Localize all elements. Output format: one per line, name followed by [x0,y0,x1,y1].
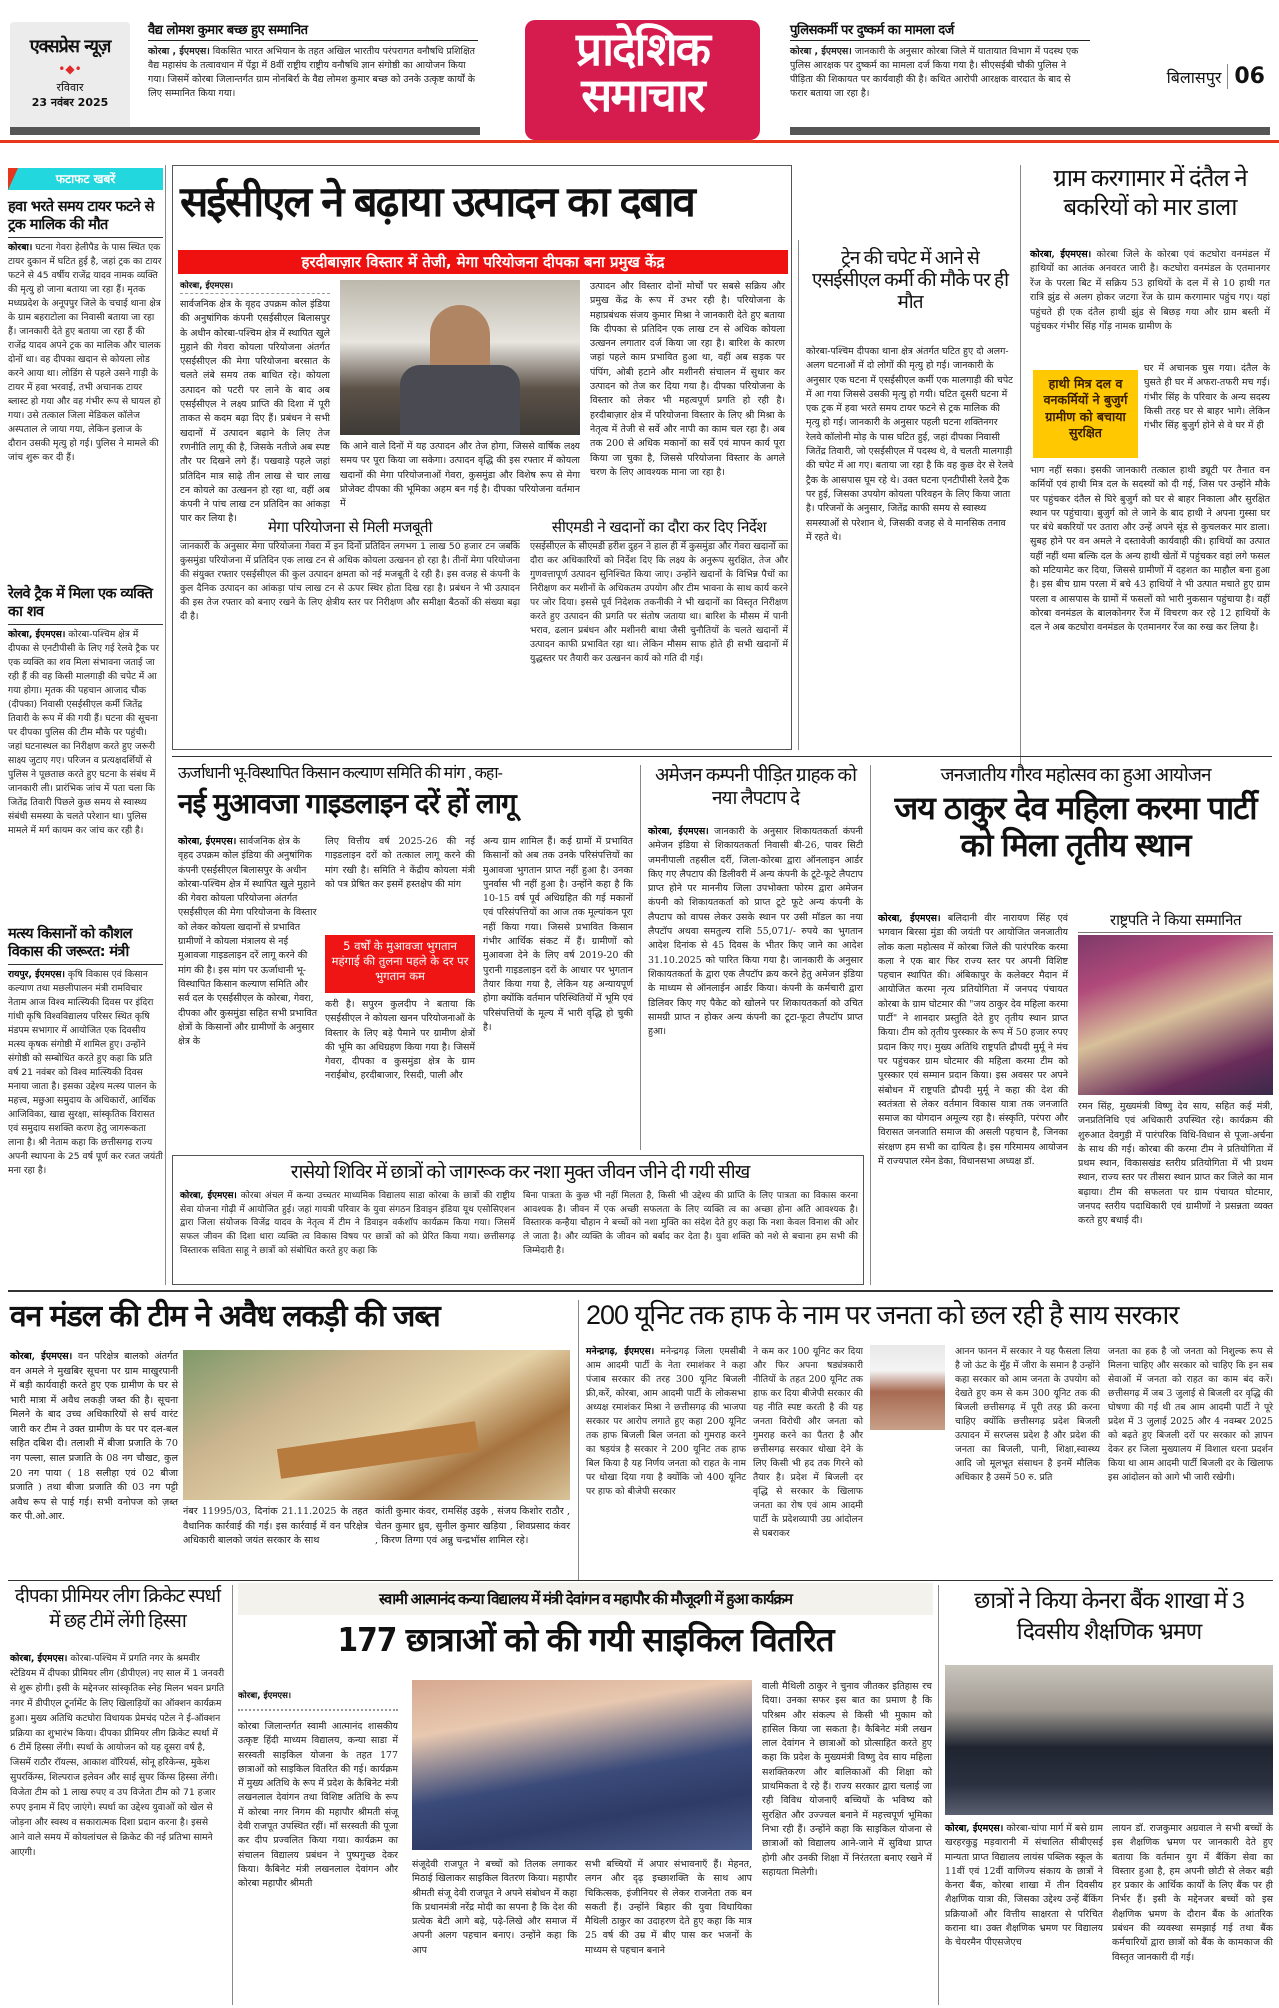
bank-photo [945,1665,1273,1815]
cycle-col4: वाली मैथिली ठाकुर ने चुनाव जीतकर इतिहास रच दिया। उनका सफर इस बात का प्रमाण है कि परिश्रम और संकल्प से किसी भी मुकाम को हासिल किया जा सकता है। कैबिनेट मंत्री लखन लाल देवांगन ने छात्राओं को प्रोत्साहित करते हुए कहा कि प्रदेश के मुख्यमंत्री विष्णु देव साय महिला सशक्तिकरण और बालिकाओं की शिक्षा को प्राथमिकता दे रहे हैं। राज्य सरकार द्वारा चलाई जा रही विविध योजनाएँ बच्चियों के भविष्य को सुरक्षित और उज्ज्वल बनाने में महत्त्वपूर्ण भूमिका निभा रही हैं। उन्होंने कहा कि साइकिल योजना से छात्राओं को विद्यालय आने-जाने में सुविधा प्राप्त होगी और उनकी शिक्षा में निरंतरता बनाए रखने में सहायता मिलेगी। [762,1681,932,1878]
compensation-dateline: कोरबा, ईएमएस। [178,836,237,847]
sidebar-story-1-dateline: कोरबा। [8,242,33,254]
header-bar-right [790,127,1270,135]
compensation-callout: 5 वर्षों के मुआवजा भुगतान महंगाई की तुलना पहले के दर पर भुगतान कम [325,935,475,993]
section-title-line1: प्रादेशिक [575,22,710,76]
compensation-kicker: ऊर्जाधानी भू-विस्थापित किसान कल्याण समिति की मांग , कहा- [178,765,502,782]
bank-divider-left [938,1585,939,2005]
row2-divider [172,756,1272,757]
lead-photo [340,280,580,435]
wood-col2: नंबर 11995/03, दिनांक 21.11.2025 के तहत वैधानिक कार्रवाई की गई। इस कार्रवाई में वन परिक्षेत्र अधिकारी बालको जयंत सरकार के साथ [183,1506,368,1547]
section-title-line2: समाचार [581,68,704,122]
compensation-col2b: करी है। सपुरन कुलदीप ने बताया कि एसईसीएल ने कोयला खनन परियोजनाओं के विस्तार के लिए बड़े पैमाने पर ग्रामीण क्षेत्रों की भूमि का अधिग्रहण किया गया है। जिसमें गेवरा, दीपका व कुसमुंडा क्षेत्र के ग्राम नराईबोध, हरदीबाजार, रिसदी, पाली और [325,999,475,1082]
wood-headline: वन मंडल की टीम ने अवैध लकड़ी की जब्त [10,1299,440,1334]
lead-sub2-title: सीएमडी ने खदानों का दौरा कर दिए निर्देश [530,517,788,541]
issue-date: 23 नवंबर 2025 [31,96,109,109]
page-number: 06 [1227,64,1265,89]
issue-day: रविवार [56,81,84,94]
lead-sub1-title: मेगा परियोजना से मिली मजबूती [180,517,520,541]
brief-right-title: पुलिसकर्मी पर दुष्कर्म का मामला दर्ज [790,20,1090,41]
electricity-col2: ने कम कर 100 यूनिट कर दिया और फिर अपना षड्यंत्रकारी नीतियों के तहत 200 यूनिट तक हाफ कर दिया बीजेपी सरकार की यह नीति स्पष्ट करती है की यह जनता विरोधी और जनता को गुमराह करने का पैतरा है और छत्तीसगढ़ सरकार धोखा देने के लिए किसी भी हद तक गिरने को तैयार है। प्रदेश में बिजली दर वृद्धि से सरकार के खिलाफ जनता का रोष एवं आम आदमी पार्टी के प्रदेशव्यापी उग्र आंदोलन से घबराकर [753,1346,863,1539]
lead-col1: सार्वजनिक क्षेत्र के वृहद उपक्रम कोल इंडिया की अनुषांगिक कंपनी एसईसीएल बिलासपुर के अधीन कोरबा-पश्चिम क्षेत्र में स्थापित खुले मुहाने की गेवरा कोयला परियोजना अंतर्गत एसईसीएल की मेगा परियोजना बरसात के चलते लंबे समय तक बाधित रहे। कोयला उत्पादन को पटरी पर लाने के बाद अब एसईसीएल ने लक्ष्य प्राप्ति की दिशा में पूरी ताकत से कदम बढ़ा दिए हैं। प्रबंधन ने सभी खदानों में उत्पादन बढ़ाने के लिए तेज रणनीति लागू की है, जिसके नतीजे अब स्पष्ट तौर पर दिखने लगे हैं। पखवाड़े पहले जहां प्रतिदिन मात्र साढ़े तीन लाख से चार लाख टन कोयले का उत्खनन हो रहा था, वहीं अब कंपनी ने पांच लाख टन प्रतिदिन का आंकड़ा पार कर लिया है। [180,299,330,525]
wood-col3: कांती कुमार कंवर, रामसिंह उइके , संजय किशोर राठौर , चेतन कुमार ध्रुव, सुनील कुमार खड़िया , शिवप्रसाद कंवर , किरण तिग्गा एवं अन्नु चन्द्रभॉस शामिल रहे। [375,1506,570,1547]
newspaper-brand: एक्सप्रेस न्यूज़ [29,36,111,57]
karma-photo-caption: राष्ट्रपति ने किया सम्मानित [1078,910,1273,933]
karma-col2: रमन सिंह, मुख्यमंत्री विष्णु देव साय, सहित कई मंत्री, जनप्रतिनिधि एवं अधिकारी उपस्थित रहे। कार्यक्रम की शुरुआत देवगुड़ी में पारंपरिक विधि-विधान से पूजा-अर्चना के साथ की गई। कोरबा की करमा टीम ने प्रतियोगिता में प्रथम स्थान, विकासखंड स्तरीय प्रतियोगिता में भी प्रथम स्थान, राज्य स्तर पर तीसरा स्थान प्राप्त कर जिले का मान बढ़ाया। टीम की सफलता पर ग्राम पंचायत घोटमार, जनपद स्तरीय पदाधिकारी एवं ग्रामीणों ने प्रसन्नता व्यक्त करते हुए बधाई दी। [1078,1101,1273,1227]
cricket-dateline: कोरबा, ईएमएस। [10,1653,68,1664]
karma-headline: जय ठाकुर देव महिला करमा पार्टी को मिला तृतीय स्थान [894,789,1257,864]
brief-left-title: वैद्य लोमश कुमार बच्छ हुए सम्मानित [148,20,478,41]
electricity-col4: जनता का हक है जो जनता को निशुल्क रूप से मिलना चाहिए और सरकार को चाहिए कि इन सब सेवाओं में जनता को राहत का काम बंद करें। छत्तीसगढ़ में जब 3 जुलाई से बिजली दर वृद्धि की घोषणा की गई थी तब आम आदमी पार्टी ने पूरे प्रदेश में 3 जुलाई 2025 और 4 नवम्बर 2025 को बढ़ते हुए बिजली दरों पर सरकार को ज्ञापन देकर हर जिला मुख्यालय में विशाल धरना प्रदर्शन किया था आम आदमी पार्टी बिजली दर के खिलाफ इस आंदोलन को आगे भी जारी रखेगी। [1108,1346,1273,1483]
compensation-col2: लिए वित्तीय वर्ष 2025-26 की नई गाइडलाइन दरों को तत्काल लागू करने की मांग रखी है। समिति ने केंद्रीय कोयला मंत्री को पत्र प्रेषित कर इसमें हस्तक्षेप की मांग [325,836,475,890]
edition-name: बिलासपुर [1166,68,1222,87]
amazon-text: जानकारी के अनुसार शिकायतकर्ता कंपनी अमेजन इंडिया से शिकायतकर्ता निवासी बी-26, पावर सिटी जमनीपाली तहसील दर्री, जिला-कोरबा द्वारा ऑनलाइन आर्डर किए गए लैपटाप की डिलीवरी में अन्य कंपनी के टूटे-फूटे लैपटाप प्राप्त होने पर माननीय जिला उपभोक्ता फोरम द्वारा अमेजन कंपनी को शिकायतकर्ता को प्राप्त टूटे फूटे अन्य कंपनी के लैपटाप को वापस लेकर उसके स्थान पर उसी मॉडल का नया लैपटॉप अथवा समतुल्य राशि 55,071/- रुपये का भुगतान आदेश दिनांक से 45 दिवस के भीतर किए जाने का आदेश 31.10.2025 को पारित किया गया है। जानकारी के अनुसार शिकायतकर्ता के द्वारा एक लैपटॉप क्रय करने हेतु अमेजन इंडिया के माध्यम से ऑनलाईन आर्डर किया। कंपनी के कर्मचारी द्वारा डिलिवर किए गए पैकेट को खोलने पर शिकायतकर्ता को उचित सामग्री प्राप्त न होकर अन्य कंपनी का टूटा-फूटा लैपटॉप प्राप्त हुआ। [648,826,863,1038]
wood-dateline: कोरबा, ईएमएस। [10,1351,73,1362]
elephant-text-side: घर में अचानक घुस गया। दंतैल के घुसते ही घर में अफरा-तफरी मच गई। गंभीर सिंह के परिवार के अन्य सदस्य किसी तरह घर से बाहर भागे। लेकिन गंभीर सिंह बुजुर्ग होने से वे घर में ही [1144,363,1270,432]
karma-dateline: कोरबा, ईएमएस। [878,913,941,924]
sidebar-story-3-title: मत्स्य किसानों को कौशल विकास की जरूरत: मंत्री [8,925,163,965]
electricity-col1: मनेन्द्रगढ़ जिला एमसीबी आम आदमी पार्टी के नेता रमाशंकर ने कहा पंजाब सरकार की तरह 300 यूनिट बिजली फ्री,करें, कोरबा, आम आदमी पार्टी के लोकसभा अध्यक्ष रमाशंकर मिश्रा ने छत्तीसगढ़ की भाजपा सरकार पर आरोप लगाते हुए कहा 200 यूनिट तक हाफ बिजली बिल जनता को गुमराह करने का षड़यंत्र है सरकार ने 200 यूनिट तक हाफ बिल किया है यह निर्णय जनता को राहत के नाम पर धोखा दिया गया है क्योंकि जो 400 यूनिट पर हाफ को बीजेपी सरकार [586,1346,746,1497]
electricity-headline: 200 यूनिट तक हाफ के नाम पर जनता को छल रही है साय सरकार [586,1300,1179,1330]
sidebar-story-3-dateline: रायपुर, ईएमएस। [8,969,65,981]
lead-col3: उत्पादन और विस्तार दोनों मोर्चों पर सबसे सक्रिय और प्रमुख केंद्र के रूप में उभर रही है। परियोजना के महाप्रबंधक संजय कुमार मिश्रा ने जानकारी देते हुए बताया कि दीपका से प्रतिदिन एक लाख टन से अधिक कोयला उत्खनन लगातार दर्ज किया जा रहा है। बारिश के कारण जहां पहले काम प्रभावित हुआ था, वहीं अब सड़क पर पंपिंग, ओबी हटाने और मशीनरी संचालन में सुधार कर उत्पादन को तेज कर दिया गया है। दीपका परियोजना के विस्तार को लेकर भी महत्वपूर्ण प्रगति हो रही है। हरदीबाज़ार क्षेत्र में परियोजना विस्तार के लिए श्री मिश्रा के नेतृत्व में तेजी से सर्वे और नापी का काम चल रहा है। अब तक 200 से अधिक मकानों का सर्वे एवं मापन कार्य पूरा किया जा चुका है, जिससे परियोजना विस्तार के अगले चरण के लिए आवश्यक माना जा रहा है। [590,281,785,478]
lead-col2: कि आने वाले दिनों में यह उत्पादन और तेज होगा, जिससे वार्षिक लक्ष्य समय पर पूरा किया जा सकेगा। उत्पादन वृद्धि की इस रफ्तार में कोयला खदानों की मेगा परियोजनाओं गेवरा, कुसमुंडा और विशेष रूप से मेगा प्रोजेक्ट दीपका की भूमिका अहम बन गई है। दीपका परियोजना वर्तमान में [340,441,580,510]
wood-photo [183,1350,570,1500]
sidebar-divider [165,165,166,1285]
nss-col2: बिना पात्रता के कुछ भी नहीं मिलता है, किसी भी उद्देश्य की प्राप्ति के लिए पात्रता का विकास करना आवश्यक है। जीवन में एक अच्छी सफलता के लिए व्यक्ति त्व का अच्छा होना अति आवश्यक है। विस्तारक कन्हैया चौहान ने बच्चों को नशा मुक्ति का संदेश देते हुए कहा कि नशा केवल विनाश की ओर ले जाता है। और व्यक्ति के जीवन को बर्बाद कर देता है। युवा शक्ति को नशे से बचाना हम सभी की जिम्मेदारी है। [523,1191,858,1256]
cricket-headline: दीपका प्रीमियर लीग क्रिकेट स्पर्धा में छह टीमें लेंगी हिस्सा [14,1586,221,1632]
sidebar-story-3 [8,925,163,1178]
electricity-divider [578,1300,579,1580]
brief-left-text: विकसित भारत अभियान के तहत अखिल भारतीय परंपरागत वनौषधि प्रशिक्षित वैद्य महासंघ के तत्वावधान में पेंड्रा में 8वीं राष्ट्रीय राष्ट्रीय वनौषधि ज्ञान संगोष्ठी का आयोजन किया गया। जिसमें कोरबा जिलान्तर्गत ग्राम नोनबिर्रा के वैद्य लोमश कुमार बच्छ को उनके उत्कृष्ट कार्यों के लिए सम्मानित किया गया। [148,46,476,100]
amazon-divider-left [640,765,641,1150]
nss-col1: कोरबा अंचल में कन्या उच्चतर माध्यमिक विद्यालय साडा कोरबा के छात्रों की राष्ट्रीय सेवा योजना गोढ़ी में आयोजित हुई। जहां गायत्री परिवार के युवा संगठन डिवाइन इंडिया यूथ एसोसिएशन द्वारा जिला संयोजक विजेंद्र यादव के नेतृत्व में टीम ने डिवाइन वर्कशॉप कार्यक्रम किया गया। जिसमें सफल जीवन की दिशा धारा व्यक्ति त्व विकास विषय पर छात्रों को को प्रेरित किया गया। छत्तीसगढ़ विस्तारक सविता साहू ने छात्रों को संबोधित करते हुए कहा कि [180,1191,515,1256]
elephant-divider [1020,165,1021,765]
cycle-divider-left [232,1585,233,2005]
sidebar-story-1-text: घटना गेवरा हेलीपैड के पास स्थित एक टायर दुकान में घटित हुई है, जहां ट्रक का टायर फटने से 45 वर्षीय राजेंद्र यादव नामक व्यक्ति की मृत्यु हो जाना बताया जा रहा हैं। मृतक मध्यप्रदेश के अनूपपुर जिले के चचाई थाना क्षेत्र के ग्राम बहराटोला का निवासी बताया जा रहा हैं। जानकारी देते हुए बताया जा रहा हैं की राजेंद्र यादव अपने ट्रक का मालिक और चालक दोनों था। वह दीपका खदान से कोयला लोड करने आया था। लोडिंग से पहले उसने गाड़ी के टायर में हवा भरवाई, तभी अचानक टायर ब्लास्ट हो गया और वह गंभीर रूप से घायल हो गया। उसे तत्काल जिला मेडिकल कॉलेज अस्पताल ले जाया गया, लेकिन इलाज के दौरान उसकी मृत्यु हो गई। पुलिस ने मामले की जांच शुरू कर दी हैं। [8,242,162,464]
karma-divider-left [870,765,871,1285]
lead-sub1-text: जानकारी के अनुसार मेगा परियोजना गेवरा में इन दिनों प्रतिदिन लगभग 1 लाख 50 हजार टन जबकि कुसमुंडा परियोजना में प्रतिदिन एक लाख टन से अधिक कोयला उत्खनन हो रहा है। तीनों मेगा परियोजना की संयुक्त रफ्तार एसईसीएल की कुल उत्पादन क्षमता को नई मजबूती दे रही है। इस वजह से कंपनी के कुल दैनिक उत्पादन का आंकड़ा पांच लाख टन से ऊपर स्थिर होता दिख रहा है। प्रबंधन ने भी उत्पादन की इस तेज रफ्तार को बनाए रखने के लिए क्षेत्रीय स्तर पर निरीक्षण और समीक्षा बैठकों की संख्या बढ़ा दी है। [180,541,520,622]
elephant-text-bottom: भाग नहीं सका। इसकी जानकारी तत्काल हाथी ड्यूटी पर तैनात वन कर्मियों एवं हाथी मित्र दल के सदस्यों को दी गई, जिस पर उन्होंने मौके पर पहुंचकर दंतैल से घिरे बुजुर्ग को घर से बाहर निकाला और सुरक्षित स्थान पर पहुंचाया। बुजुर्ग को ले जाने के बाद हाथी ने अपना गुस्सा घर पर बंधे बकरियों पर उतारा और उन्हें अपने सूंड से कुचलकर मार डाला। सुबह होने पर वन अमले ने दस्तावेजी कार्यवाही की। हाथियों का उत्पात यहीं नहीं थमा बल्कि दल के अन्य हाथी खेतों में पहुंचकर वहां लगे फसल को मटियामेट कर दिया, जिससे ग्रामीणों में दहशत का माहौल बना हुआ है। इस बीच ग्राम परला में बचे 43 हाथियों ने भी उत्पात मचाते हुए ग्राम परला व आसपास के ग्रामों में फसलों को भारी नुकसान पहुंचाया है। वहीं कोरबा वनमंडल के बालकोनगर रेंज में विचरण कर रहे 12 हाथियों के दल ने अब कटघोरा वनमंडल के एतमानगर रेंज का रुख कर लिया है। [1030,465,1270,634]
diamond-ornament-icon: •◆• [58,62,82,76]
cycle-kicker: स्वामी आत्मानंद कन्या विद्यालय में मंत्री देवांगन व महापौर की मौजूदगी में हुआ कार्यक्रम [238,1583,933,1615]
lead-headline: सईसीएल ने बढ़ाया उत्पादन का दबाव [180,177,694,226]
cycle-photo [412,1680,752,1850]
brief-left [148,20,478,101]
compensation-col1: सार्वजनिक क्षेत्र के वृहद उपक्रम कोल इंडिया की अनुषांगिक कंपनी एसईसीएल बिलासपुर के अधीन कोरबा-पश्चिम क्षेत्र में स्थापित खुले मुहाने की गेवरा कोयला परियोजना अंतर्गत एसईसीएल की मेगा परियोजना के विस्तार को लेकर कोयला खदानों से प्रभावित ग्रामीणों ने कोयला मंत्रालय से नई मुआवजा गाइडलाइन दरें लागू करने की मांग की है। इस मांग पर ऊर्जाधानी भू-विस्थापित किसान कल्याण समिति और सर्व दल के एसईसीएल के कोरबा, गेवरा, दीपका और कुसमुंडा सहित सभी प्रभावित क्षेत्रों के किसानों और ग्रामीणों के अनुसार क्षेत्र के [178,836,318,1048]
cycle-col3: सभी बच्चियों में अपार संभावनाएँ हैं। मेहनत, लगन और दृढ़ इच्छाशक्ति के साथ आप चिकित्सक, इंजीनियर से लेकर राजनेता तक बन सकती हैं। उन्होंने बिहार की युवा विधायिका मैथिली ठाकुर का उदाहरण देते हुए कहा कि मात्र 25 वर्ष की उम्र में बीए पास कर भजनों के माध्यम से पहचान बनाने [585,1859,752,1956]
cycle-headline: 177 छात्राओं को की गयी साइकिल वितरित [337,1620,834,1659]
fatafat-label: फटाफट खबरें [8,168,163,190]
amazon-headline: अमेजन कम्पनी पीड़ित ग्राहक को नया लैपटाप दे [654,765,856,809]
compensation-headline: नई मुआवजा गाइडलाइन दरें हों लागू [178,787,516,820]
train-text: कोरबा-पश्चिम दीपका थाना क्षेत्र अंतर्गत घटित हुए दो अलग-अलग घटनाओं में दो लोगों की मृत्यु हो गई। जानकारी के अनुसार एक घटना में एसईसीएल कर्मी एक मालगाड़ी की चपेट में आ गया जिससे उसकी मृत्यु हो गयी। घटित दूसरी घटना में एक ट्रक में हवा भरते समय टायर फटने से ट्रक मालिक की मृत्यु हो गई। जानकारी के अनुसार पहली घटना शक्तिनगर रेलवे कॉलोनी मोड़ के पास घटित हुई, जहां दीपका निवासी जितेंद्र तिवारी, जो एसईसीएल में पदस्थ थे, वे चलती मालगाड़ी की चपेट में आ गए। बताया जा रहा है कि वह कुछ देर से रेलवे ट्रैक के आसपास घूम रहे थे। उक्त घटना एनटीपीसी रेलवे ट्रैक पर हुई, जिसका उपयोग कोयला परिवहन के लिए किया जाता है। परिजनों के अनुसार, जितेंद्र काफी समय से स्वास्थ्य समस्याओं से परेशान थे, जिसकी वजह से वे मानसिक तनाव में रहते थे। [806,346,1014,543]
electricity-dateline: मनेन्द्रगढ़, ईएमएस। [586,1346,655,1357]
bank-col1: कोरबा-चांपा मार्ग में बसे ग्राम खरहरकुडु मड़वारानी में संचालित सीबीएसई मान्यता प्राप्त विद्यालय लायंस पब्लिक स्कूल के 11वीं एवं 12वीं वाणिज्य संकाय के छात्रों ने केनरा बैंक, कोरबा शाखा में तीन दिवसीय शैक्षणिक यात्रा की, जिसका उद्देश्य उन्हें बैंकिंग प्रक्रियाओं और वित्तीय साक्षरता से परिचित कराना था। उक्त शैक्षणिक भ्रमण पर विद्यालय के चेयरमैन पीएसजेएच [945,1823,1103,1949]
masthead [10,22,130,132]
brief-left-dateline: कोरबा , ईएमएस। [148,46,210,57]
cricket-text: कोरबा-पश्चिम में प्रगति नगर के श्रमवीर स्टेडियम में दीपका प्रीमियर लीग (डीपीएल) नए साल में 1 जनवरी से शुरू होगी। इसी के मद्देनजर सांस्कृतिक स्नेह मिलन भवन प्रगति नगर में डीपीएल टूर्नामेंट के लिए खिलाड़ियों का ऑक्शन कार्यक्रम हुआ। मुख्य अतिथि कटघोरा विधायक प्रेमचंद पटेल ने ई-ऑक्शन प्रक्रिया का शुभारंभ किया। दीपका प्रीमियर लीग क्रिकेट स्पर्धा में 6 टीमें हिस्सा लेंगी। स्पर्धा के आयोजन को यह दूसरा वर्ष है, जिसमें राठौर रॉयल्स, आकाश वॉरियर्स, सोनू हरिकेन्स, मुकेश सुपरकिंग्स, शिल्पराज इलेवन और साई सुपर किंग्स हिस्सा लेंगी। विजेता टीम को 1 लाख रुपए व उप विजेता टीम को 71 हजार रुपए इनाम में दिए जाएंगे। स्पर्धा का उद्देश्य युवाओं को खेल से जोड़ना और स्वस्थ व सकारात्मक दिशा प्रदान करना है। इससे आने वाले समय में कोयलांचल से क्रिकेट की नई प्रतिभा सामने आएगी। [10,1653,225,1858]
elephant-dateline: कोरबा, ईएमएस। [1030,249,1092,260]
lead-strap: हरदीबाज़ार विस्तार में तेजी, मेगा परियोजना दीपका बना प्रमुख केंद्र [178,250,788,274]
cycle-col2: संजूदेवी राजपूत ने बच्चों को तिलक लगाकर मिठाई खिलाकर साइकिल वितरण किया। महापौर श्रीमती संजू देवी राजपूत ने अपने संबोधन में कहा कि प्रधानमंत्री नरेंद्र मोदी का सपना है कि देश की प्रत्येक बेटी आगे बढ़े, पढ़े-लिखे और समाज में अपनी अलग पहचान बनाए। उन्होंने कहा कि आप [412,1859,577,1956]
nss-dateline: कोरबा, ईएमएस। [180,1191,237,1201]
lead-sub2-text: एसईसीएल के सीएमडी हरीश दुहन ने हाल ही में कुसमुंडा और गेवरा खदानों का दौरा कर अधिकारियों को निर्देश दिए कि लक्ष्य के अनुरूप सुरक्षित, तेज और गुणवत्तापूर्ण उत्पादन सुनिश्चित किया जाए। उन्होंने खदानों के विभिन्न पैचों का निरीक्षण कर मशीनों के अधिकतम उपयोग और टीम भावना के साथ कार्य करने पर जोर दिया। इससे पूर्व निदेशक तकनीकी ने भी खदानों का विस्तृत निरीक्षण करते हुए उत्पादन की प्रगति पर संतोष जताया था। बारिश के मौसम में पानी भराव, ढलान प्रबंधन और मशीनरी बाधा जैसी चुनौतियों के चलते खदानों में उत्पादन काफी प्रभावित रहा था। लेकिन मौसम साफ होते ही सभी खदानों में युद्धस्तर पर तैयारी कर उत्खनन कार्य को गति दी गई। [530,541,788,664]
karma-photo [1078,935,1273,1095]
bank-dateline: कोरबा, ईएमएस। [945,1823,1004,1834]
sidebar-story-1 [8,198,163,465]
brief-right [790,20,1090,101]
header-divider [0,140,1279,143]
row3-divider [8,1290,1273,1292]
karma-col1: बलिदानी वीर नारायण सिंह एवं भगवान बिरसा मुंडा की जयंती पर आयोजित जनजातीय लोक कला महोत्सव में कोरबा जिले की पारंपरिक करमा कला ने एक बार फिर राज्य स्तर पर अपनी विशिष्ट पहचान स्थापित की। अंबिकापुर के कलेक्टर मैदान में आयोजित करमा नृत्य प्रतियोगिता में जनपद पंचायत कोरबा के ग्राम घोटमार की "जय ठाकुर देव महिला करमा पार्टी" ने शानदार प्रस्तुति देते हुए तृतीय स्थान प्राप्त किया। टीम को तृतीय पुरस्कार के रूप में 50 हजार रुपए प्रदान किए गए। मुख्य अतिथि राष्ट्रपति द्रौपदी मुर्मू ने मंच पर पहुंचकर ग्राम घोटमार की महिला करमा टीम को पुरस्कार एवं सम्मान प्रदान किया। इस अवसर पर अपने संबोधन में राष्ट्रपति द्रौपदी मुर्मू ने कहा की देश की स्वतंत्रता से लेकर वर्तमान विकास यात्रा तक जनजाति समाज का योगदान अमूल्य रहा है। संस्कृति, परंपरा और विरासत जनजाति समाज की असली पहचान है, जिनका संरक्षण हम सभी का दायित्व है। इस गरिमामय आयोजन में राज्यपाल रमेन डेका, विधानसभा अध्यक्ष डॉ. [878,913,1068,1168]
header-bar-left [10,127,480,135]
cycle-dateline: कोरबा, ईएमएस। [238,1690,398,1711]
electricity-portrait [870,1345,945,1430]
amazon-dateline: कोरबा, ईएमएस। [648,826,709,837]
bank-headline: छात्रों ने किया केनरा बैंक शाखा में 3 दिवसीय शैक्षणिक भ्रमण [974,1587,1244,1645]
brief-right-dateline: कोरबा , ईएमएस। [790,46,852,57]
sidebar-story-2-title: रेलवे ट्रैक में मिला एक व्यक्ति का शव [8,585,163,625]
electricity-col3: आनन फानन में सरकार ने यह फैसला लिया है जो ऊंट के मुँह में जीरा के समान है उन्होंने कहा सरकार को आम जनता के उपयोग को देखते हुए कम से कम 300 यूनिट तक की बिजली छत्तीसगढ़ में पूरी तरह फ्री करना चाहिए क्योंकि छत्तीसगढ़ प्रदेश बिजली उत्पादन में सरप्लस प्रदेश है और प्रदेश की जनता का बिजली, पानी, शिक्षा,स्वास्थ्य आदि जो मूलभूत संसाधन है इनमें मौलिक अधिकार है उसमें 50 रु. प्रति [955,1346,1100,1483]
page-identifier [1167,64,1265,89]
brief-right-text: जानकारी के अनुसार कोरबा जिले में यातायात विभाग में पदस्थ एक पुलिस आरक्षक पर दुष्कर्म का मामला दर्ज किया गया है। सीएसईबी चौकी पुलिस ने पीड़िता की शिकायत पर कार्यवाही की है। कथित आरोपी आरक्षक वारदात के बाद से फरार बताया जा रहा है। [790,46,1079,100]
row4-divider [8,1580,1273,1581]
compensation-col3: अन्य ग्राम शामिल हैं। कई ग्रामों में प्रभावित किसानों को अब तक उनके परिसंपत्तियों का मुआवजा भुगतान प्राप्त नहीं हुआ है। उनका पुनर्वास भी नहीं हुआ है। उन्होंने कहा है कि 10-15 वर्ष पूर्व अधिग्रहित की गई मकानों एवं परिसंपत्तियों का आज तक मूल्यांकन पूरा नहीं किया गया। जिससे प्रभावित किसान गंभीर आर्थिक संकट में हैं। ग्रामीणों को मुआवजा देने के लिए वर्ष 2019-20 की पुरानी गाइडलाइन दरों के आधार पर भुगतान तैयार किया गया है, लेकिन यह अन्यायपूर्ण होगा क्योंकि वर्तमान परिस्थितियों में भूमि एवं परिसंपत्तियों के मूल्य में भारी वृद्धि हो चुकी है। [483,836,633,1033]
elephant-headline: ग्राम करगामार में दंतैल ने बकरियों को मार डाला [1053,165,1247,221]
train-headline: ट्रेन की चपेट में आने से एसईसीएल कर्मी की मौके पर ही मौत [811,248,1009,313]
lead-dateline: कोरबा, ईएमएस। [180,280,330,294]
sidebar-story-3-text: कृषि विकास एवं किसान कल्याण तथा मछलीपालन मंत्री रामविचार नेताम आज विश्व मात्स्यिकी दिवस पर इंदिरा गांधी कृषि विश्वविद्यालय परिसर स्थित कृषि मंडपम सभागार में आयोजित एक दिवसीय मत्स्य कृषक संगोष्ठी में शामिल हुए। उन्होंने संगोष्ठी को सम्बोधित करते हुए कहा कि प्रति वर्ष 21 नवंबर को विश्व मात्स्यिकी दिवस मनाया जाता है। इसका उद्देश्य मत्स्य पालन के महत्त्व, मछुआ समुदाय के अधिकारों, आर्थिक आजिविका, खाद्य सुरक्षा, सांस्कृतिक विरासत एवं समुदाय सशक्ति करण हेतु जागरूकता लाना है। श्री नेताम कहा कि छत्तीसगढ़ राज्य अपनी स्थापना के 25 वर्ष पूर्ण कर रजत जयंती मना रहा है। [8,969,163,1177]
train-divider [798,240,799,750]
person-figure-body [400,365,520,435]
sidebar-story-2-dateline: कोरबा, ईएमएस। [8,629,66,641]
sidebar-story-2-text: कोरबा-पश्चिम क्षेत्र में दीपका से एनटीपीसी के लिए गई रेलवे ट्रैक पर एक व्यक्ति का शव मिला संभावना जताई जा रही हैं की वह किसी मालगाड़ी की चपेट में आ गया होगा। मृतक की पहचान आजाद चौक (दीपका) निवासी एसईसीएल कर्मी जितेंद्र तिवारी के रूप में की गयी हैं। घटना की सूचना पर दीपका पुलिस की टीम मौके पर पहुंची। जहां घटनास्थल का निरीक्षण करते हुए जरूरी साक्ष्य जुटाए गए। परिजन व प्रत्यक्षदर्शियों से पुलिस ने पूछताछ करते हुए घटना के संबंध में जानकारी ली। प्रारंभिक जांच में पता चला कि जितेंद्र तिवारी पिछले कुछ समय से स्वास्थ्य संबंधी समस्या के चलते परेशान था। पुलिस मामले में मर्ग कायम कर जांच कर रही है। [8,629,160,837]
section-title-box [525,20,760,140]
karma-kicker: जनजातीय गौरव महोत्सव का हुआ आयोजन [940,765,1211,786]
bank-col2: लायन डॉ. राजकुमार अग्रवाल ने सभी बच्चों के इस शैक्षणिक भ्रमण पर जानकारी देते हुए बताया कि वर्तमान युग में बैंकिंग सेवा का विस्तार हुआ है, हम अपनी छोटी से लेकर बड़ी हर प्रकार के आर्थिक कार्यों के लिए बैंक पर ही निर्भर हैं। इसी के मद्देनजर बच्चों को इस शैक्षणिक भ्रमण के दौरान बैंक के आंतरिक प्रबंधन की व्यवस्था समझाई गई तथा बैंक कर्मचारियों द्वारा छात्रों को बैंक के कामकाज की विस्तृत जानकारी दी गई। [1112,1823,1273,1963]
wood-col1: वन परिक्षेत्र बालको अंतर्गत वन अमले ने मुखबिर सूचना पर ग्राम माखुरपानी में बड़ी कार्यवाही करते हुए एक ग्रामीण के घर से भारी मात्रा में अवैध लकड़ी जब्त की है। सूचना मिलने के बाद उच्च अधिकारियों से सर्च वारंट जारी कर टीम ने उक्त ग्रामीण के घर पर दल-बल सहित दबिश दी। तलाशी में बीजा प्रजाति के 70 नग पल्ला, साल प्रजाति के 08 नग चौखट, कुल 20 नग पाया ( 18 सलीहा एवं 02 बीजा प्रजाति ) तथा बीजा प्रजाति की 03 नग पट्टी अवैध रूप से पाई गई। सभी वनोपज को ज़ब्त कर पी.ओ.आर. [10,1351,178,1523]
sidebar-story-2 [8,585,163,838]
nss-headline: रासेयो शिविर में छात्रों को जागरूक कर नशा मुक्त जीवन जीने दी गयी सीख [290,1162,750,1183]
sidebar-story-1-title: हवा भरते समय टायर फटने से ट्रक मालिक की मौत [8,198,163,238]
elephant-text-top: कोरबा जिले के कोरबा एवं कटघोरा वनमंडल में हाथियों का आतंक अनवरत जारी है। कटघोरा वनमंडल के एतमानगर रेंज के परला बिट में सक्रिय 53 हाथियों के दल में से 10 हाथी गत रात्रि झुंड से अलग होकर जटगा रेंज के ग्राम करगामार पहुंच गए। यहां पहुंचते ही एक दंतैल हाथी झुंड से बिछड़ गया और ग्राम बस्ती में पहुंचकर गंभीर सिंह गोंड़ नामक ग्रामीण के [1030,249,1270,333]
cycle-col1: कोरबा जिलान्तर्गत स्वामी आत्मानंद शासकीय उत्कृष्ट हिंदी माध्यम विद्यालय, कन्या साडा में सरस्वती साइकिल योजना के तहत 177 छात्राओं को साइकिल वितरित की गई। कार्यक्रम में मुख्य अतिथि के रूप में प्रदेश के कैबिनेट मंत्री लखनलाल देवांगन तथा विशिष्ट अतिथि के रूप में कोरबा नगर निगम की महापौर श्रीमती संजू देवी राजपूत उपस्थित रहीं। माँ सरस्वती की पूजा कर दीप प्रज्वलित किया गया। कार्यक्रम का संचालन विद्यालय प्रबंधन ने पुष्पगुच्छ देकर किया। कैबिनेट मंत्री लखनलाल देवांगन और कोरबा महापौर श्रीमती [238,1721,398,1890]
timber-planks [277,1421,479,1479]
elephant-callout: हाथी मित्र दल व वनकर्मियों ने बुजुर्ग ग्रामीण को बचाया सुरक्षित [1033,370,1138,458]
